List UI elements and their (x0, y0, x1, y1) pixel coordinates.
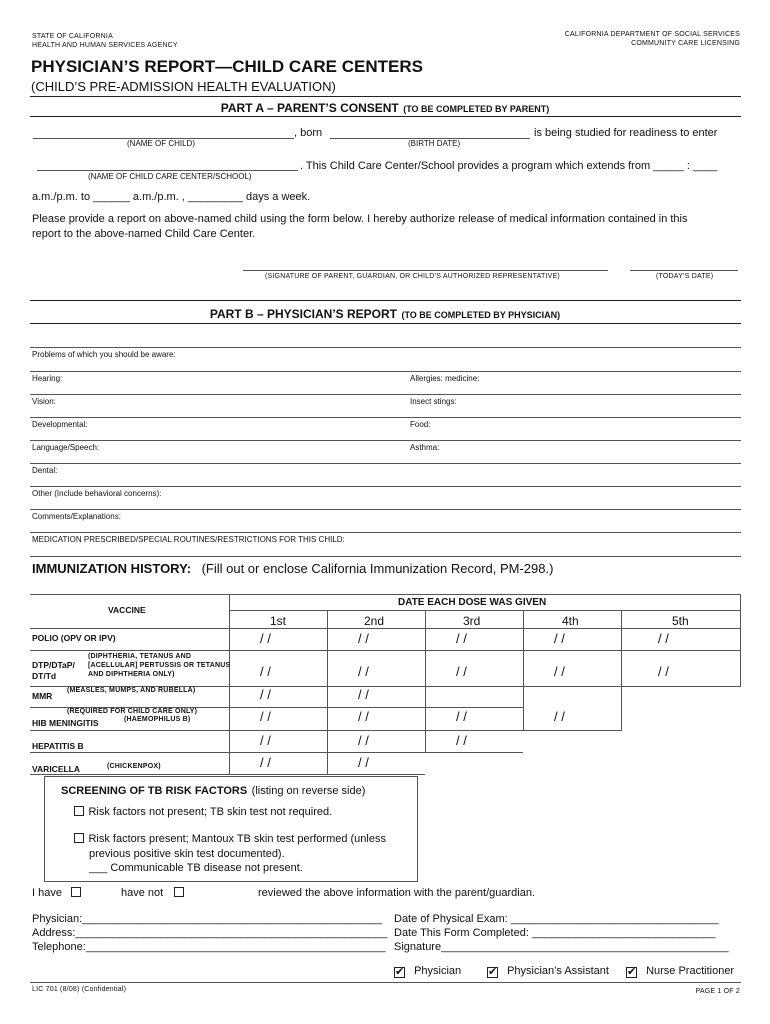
developmental-label: Developmental: (32, 420, 88, 429)
signature-label: (SIGNATURE OF PARENT, GUARDIAN, OR CHILD’S AUTHORIZED REPRESENTATIVE) (265, 273, 560, 280)
address-field[interactable]: Address:___________________________________________________ (32, 927, 388, 939)
form-subtitle: (CHILD’S PRE-ADMISSION HEALTH EVALUATION) (31, 79, 336, 94)
medication-label: MEDICATION PRESCRIBED/SPECIAL ROUTINES/RESTRICTIONS FOR THIS CHILD: (32, 535, 345, 544)
department-line-2: COMMUNITY CARE LICENSING (631, 40, 740, 47)
dtp-label-2: DT/Td (32, 671, 57, 681)
center-name-label: (NAME OF CHILD CARE CENTER/SCHOOL) (88, 172, 252, 181)
dose-2nd: 2nd (364, 614, 385, 628)
part-b-heading: PART B – PHYSICIAN’S REPORT (TO BE COMPLETED BY PHYSICIAN) (209, 307, 561, 321)
schedule-text: a.m./p.m. to ______ a.m./p.m. , _________ days a week. (32, 191, 311, 203)
agency-line-2: HEALTH AND HUMAN SERVICES AGENCY (32, 42, 178, 49)
tb-communicable[interactable]: ___ Communicable TB disease not present. (89, 862, 303, 874)
telephone-field[interactable]: Telephone:_________________________________________________ (32, 941, 386, 953)
authorization-line-1: Please provide a report on above-named child using the form below. I hereby authorize release of medical information contained in this (32, 213, 688, 225)
dtp-note-2: [ACELLULAR] PERTUSSIS OR TETANUS (88, 662, 231, 669)
center-name-field[interactable] (37, 160, 298, 172)
i-have-label: I have (32, 887, 81, 899)
polio-dose-4[interactable]: / / (554, 631, 565, 646)
dtp-dose-3[interactable]: / / (456, 664, 467, 679)
hib-dose-2[interactable]: / / (358, 709, 369, 724)
comments-label: Comments/Explanations: (32, 512, 121, 521)
signature-field[interactable]: Signature_______________________________________________ (394, 941, 729, 953)
varicella-label: VARICELLA (32, 764, 81, 774)
immunization-heading: IMMUNIZATION HISTORY: (Fill out or enclose California Immunization Record, PM-298.) (32, 561, 554, 576)
dose-3rd: 3rd (463, 614, 481, 628)
nurse-practitioner-checkbox[interactable]: ✔ Nurse Practitioner (627, 965, 735, 978)
mmr-dose-2[interactable]: / / (358, 687, 369, 702)
hepb-dose-2[interactable]: / / (358, 733, 369, 748)
authorization-line-2: report to the above-named Child Care Center. (32, 228, 256, 240)
tb-option-not-present[interactable]: Risk factors not present; TB skin test not required. (74, 802, 332, 820)
physician-field[interactable]: Physician:_________________________________________________ (32, 913, 382, 925)
dtp-dose-5[interactable]: / / (658, 664, 669, 679)
tb-option-present[interactable]: Risk factors present; Mantoux TB skin test performed (unless (74, 829, 386, 847)
allergies-medicine-label: Allergies: medicine: (410, 374, 480, 383)
checkmark-icon[interactable]: ✔ (395, 966, 405, 978)
checkmark-icon[interactable]: ✔ (488, 966, 498, 978)
mmr-note: (MEASLES, MUMPS, AND RUBELLA) (67, 687, 196, 694)
asthma-label: Asthma: (410, 443, 440, 452)
dose-4th: 4th (562, 614, 579, 628)
hearing-label: Hearing: (32, 374, 63, 383)
hib-note-1: (REQUIRED FOR CHILD CARE ONLY) (67, 708, 198, 715)
department-line-1: CALIFORNIA DEPARTMENT OF SOCIAL SERVICES (564, 31, 740, 38)
checkbox-icon[interactable] (74, 833, 84, 843)
mmr-label: MMR (32, 691, 53, 701)
dtp-note-1: (DIPHTHERIA, TETANUS AND (88, 653, 192, 660)
hepatitis-b-label: HEPATITIS B (32, 741, 84, 751)
have-not-checkbox-icon[interactable] (174, 887, 184, 897)
polio-dose-1[interactable]: / / (260, 631, 271, 646)
polio-dose-3[interactable]: / / (456, 631, 467, 646)
dtp-label: DTP/DTaP/ (32, 660, 75, 670)
hib-dose-3[interactable]: / / (456, 709, 467, 724)
have-not-label: have not (121, 887, 184, 899)
dental-label: Dental: (32, 466, 58, 475)
hib-label: HIB MENINGITIS (32, 718, 99, 728)
other-concerns-label: Other (Include behavioral concerns): (32, 489, 162, 498)
part-a-heading: PART A – PARENT’S CONSENT (TO BE COMPLETED BY PARENT) (220, 101, 550, 115)
birth-date-label: (BIRTH DATE) (408, 139, 461, 148)
born-label: , born (294, 127, 323, 139)
mmr-dose-1[interactable]: / / (260, 687, 271, 702)
dose-1st: 1st (270, 614, 287, 628)
vaccine-header: VACCINE (108, 605, 146, 615)
name-of-child-label: (NAME OF CHILD) (127, 139, 195, 148)
dtp-note-3: AND DIPHTHERIA ONLY) (88, 671, 175, 678)
tb-option-present-cont: previous positive skin test documented). (89, 848, 285, 860)
todays-date-field[interactable] (630, 256, 738, 270)
varicella-dose-1[interactable]: / / (260, 755, 271, 770)
hib-dose-4[interactable]: / / (554, 709, 565, 724)
agency-line-1: STATE OF CALIFORNIA (32, 33, 113, 40)
polio-dose-5[interactable]: / / (658, 631, 669, 646)
varicella-note: (CHICKENPOX) (107, 763, 161, 770)
hepb-dose-3[interactable]: / / (456, 733, 467, 748)
vision-label: Vision: (32, 397, 56, 406)
have-checkbox-icon[interactable] (71, 887, 81, 897)
form-title: PHYSICIAN’S REPORT—CHILD CARE CENTERS (31, 57, 423, 76)
checkbox-icon[interactable] (74, 806, 84, 816)
dtp-dose-4[interactable]: / / (554, 664, 565, 679)
hepb-dose-1[interactable]: / / (260, 733, 271, 748)
polio-dose-2[interactable]: / / (358, 631, 369, 646)
physician-checkbox[interactable]: ✔ Physician (395, 965, 462, 978)
food-label: Food: (410, 420, 431, 429)
date-of-exam-field[interactable]: Date of Physical Exam: __________________________________ (394, 913, 719, 925)
program-extends-text: . This Child Care Center/School provides a program which extends from _____ : ____ (300, 160, 718, 172)
varicella-dose-2[interactable]: / / (358, 755, 369, 770)
page-number: PAGE 1 OF 2 (695, 988, 740, 995)
problems-label: Problems of which you should be aware: (32, 350, 176, 359)
date-completed-field[interactable]: Date This Form Completed: ______________________________ (394, 927, 716, 939)
dtp-dose-1[interactable]: / / (260, 664, 271, 679)
insect-stings-label: Insect stings: (410, 397, 457, 406)
review-text: reviewed the above information with the parent/guardian. (258, 887, 536, 899)
form-id: LIC 701 (8/08) (Confidential) (32, 986, 127, 993)
dtp-dose-2[interactable]: / / (358, 664, 369, 679)
parent-signature-field[interactable] (243, 256, 608, 270)
birth-date-field[interactable] (330, 128, 530, 140)
child-name-field[interactable] (33, 128, 294, 140)
todays-date-label: (TODAY’S DATE) (656, 273, 714, 280)
tb-heading: SCREENING OF TB RISK FACTORS (listing on reverse side) (61, 785, 366, 797)
readiness-text: is being studied for readiness to enter (534, 127, 718, 139)
polio-label: POLIO (OPV OR IPV) (32, 633, 116, 643)
checkmark-icon[interactable]: ✔ (627, 966, 637, 978)
hib-note-2: (HAEMOPHILUS B) (124, 716, 191, 723)
date-dose-header: DATE EACH DOSE WAS GIVEN (398, 597, 547, 608)
language-speech-label: Language/Speech: (32, 443, 100, 452)
dose-5th: 5th (672, 614, 689, 628)
hib-dose-1[interactable]: / / (260, 709, 271, 724)
physician-assistant-checkbox[interactable]: ✔ Physician’s Assistant (488, 965, 609, 978)
